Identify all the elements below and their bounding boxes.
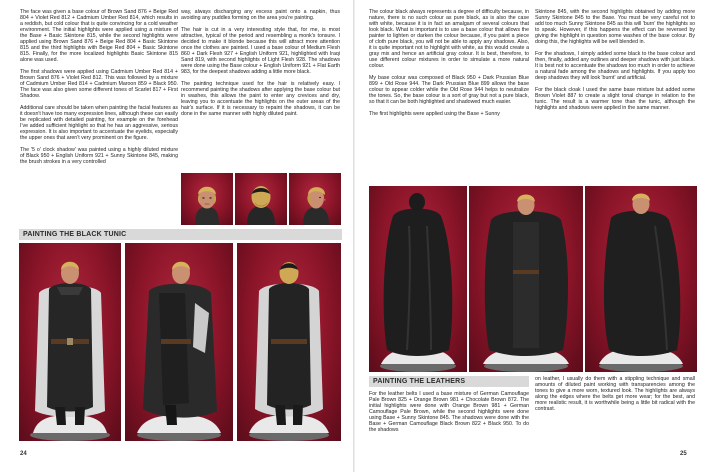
paragraph: way, always discharging any excess paint onto a napkin, thus avoiding any puddles forming on the area you're painting. [181, 9, 340, 22]
paragraph: For the shadows, I simply added some black to the base colour and then, finally, added any outlines and deeper shadows with just black. It is best not to accentuate the shadows too much in order to achieve a natural fade among the shadows and highlights. If you apply too deep shadows they will look 'burnt' and artificial. [535, 50, 695, 82]
paragraph: Skintone 845, with the second highlights obtained by adding more Sunny Skintone 845 to the Base. You must be very careful not to add too much Sunny Skintone 845 as this will 'burn' the highlights so to speak. However, if this happens the effect can be reversed by giving the highlight in question some washes of the base colour. By doing this, the highlights will be well blended in. [535, 9, 695, 46]
paragraph: on leather, I usually do them with a stippling technique and small amounts of diluted paint working with transparencies among the tones to give a more worn, textured look. The highlights are always along the edges where the belts get more wear; for the best, and more realistic result, it is worthwhile being a little bit radical with the contrast. [535, 376, 695, 413]
paragraph: The colour black always represents a degree of difficulty because, in nature, there is no such colour as pure black, as is also the case with white, because it is in fact an amalgam of several colours that look black. What is important is to use a base colour that allows the painter to lighten or darken the colour because, if you paint a piece of cloth pure black, you will not be able to apply any shadows. Also, it is quite important not to highlight with white, as this would create a gray mix and hence an artificial gray colour. It is best, therefore, to use different colour mixtures in order to simulate a more natural colour. [369, 9, 529, 70]
right-column-2 [535, 9, 695, 116]
page-gutter [353, 0, 355, 472]
paragraph: Additional care should be taken when painting the facial features as it doesn't have too many expression lines, although these can easily be replicated with detailed painting, for example on the forehead I've added sufficient highlight so that he has an aggressive, serious expression. It is also important to accentuate the eyelids, especially the upper ones that aren't very prominent on the figure. [20, 104, 179, 142]
paragraph: The face was given a base colour of Brown Sand 876 + Beige Red 804 + Violet Red 812 + Cadmium Umber Red 814, which results in a reddish, but cold colour that is quite convincing for a cold weather environment. The initial highlights were applied using a mixture of the Base + Basic Skintone 815, while the second highlights were applied using Brown Sand 876 + Beige Red 804 + Basic Skintone 815 and the third highlights with Beige Red 804 + Basic Skintone 815. Finally, for the more localized highlights Basic Skintone 815 alone was used. [20, 9, 178, 64]
photo-cloak-back [369, 186, 467, 372]
paragraph: For the leather belts I used a base mixture of German Camouflage Pale Brown 825 + Orange Brown 981 + Chocolate Brown 872. The initial highlights were done with Orange Brown 981 + German Camouflage Pale Brown, while the second highlights were done using Base + Sunny Skintone 845. The shadows were done with the Base + German Camouflage Black Brown 822 + Black 950. To do the shadows [369, 391, 529, 434]
photo-figure-back [237, 243, 341, 441]
section-heading-black-tunic: PAINTING THE BLACK TUNIC [19, 229, 342, 240]
paragraph: The first highlights were applied using the Base + Sunny [369, 110, 500, 117]
photo-head-back [235, 173, 287, 225]
right-bottom-column-2 [535, 376, 695, 418]
section-heading-leathers: PAINTING THE LEATHERS [369, 376, 529, 387]
photo-figure-side [125, 243, 233, 441]
photo-cloak-side [585, 186, 697, 372]
photo-figure-front [19, 243, 121, 441]
paragraph: The '5 o' clock shadow' was painted using a highly diluted mixture of Black 950 + English Uniform 921 + Sunny Skintone 845, making the brush strokes in a very controlled [20, 146, 178, 165]
paragraph: For the black cloak I used the same base mixture but added some Brown Violet 887 to create a slight tonal change in relation to the tunic. The result is a warmer tone than the tunic, although the highlights and shadows were applied in the same manner. [535, 86, 695, 111]
right-column-1 [369, 9, 529, 123]
page-number-left: 24 [20, 451, 27, 457]
paragraph: The painting technique used for the hair is relatively easy. I recommend painting the shadows after applying the base colour but in washes, this allows the paint to enter any crevices and dry, leaving you to accentuate the highlights on the outer areas of the hair's surface. If it is necessary to repaint the shadows, it can be done in the same manner with highly diluted paint. [181, 80, 340, 117]
page-number-right: 25 [680, 451, 687, 457]
left-column-1 [20, 9, 178, 170]
paragraph: The first shadows were applied using Cadmium Umber Red 814 + Brown Sand 876 + Violet Red 812. This was followed by a mixture of Cadmium Umber Red 814 + Cadmium Maroon 859 + Black 950. The face was also given some different tones of Scarlet 817 + First Shadow. [20, 69, 178, 100]
photo-head-front [181, 173, 233, 225]
left-column-2 [181, 9, 340, 123]
paragraph: My base colour was composed of Black 950 + Dark Prussian Blue 899 + Old Rose 944. The Dark Prussian Blue 899 allows the base colour to appear colder while the Old Rose 944 helps to neutralize the tones. So, the base colour is a sort of gray but not a pure black, so that it can be both highlighted and shadowed much easier. [369, 75, 529, 106]
photo-cloak-front [469, 186, 583, 372]
paragraph: The hair is cut in a very interesting style that, for me, is most attractive, typical of the period and resembling a monk's tonsure. I decided to make it blonde because this will attract more attention once the clothes are painted. I used a base colour of Medium Flesh 860 + Dark Flesh 927 + English Uniform 921, highlighted with Iraqi Sand 819, with second highlights of Light Flesh 928. The shadows were done using the Base colour + English Uniform 921 + Flat Earth 983, for the deepest shadows adding a little more black. [181, 26, 340, 76]
right-bottom-column-1 [369, 391, 529, 439]
photo-head-profile [289, 173, 341, 225]
